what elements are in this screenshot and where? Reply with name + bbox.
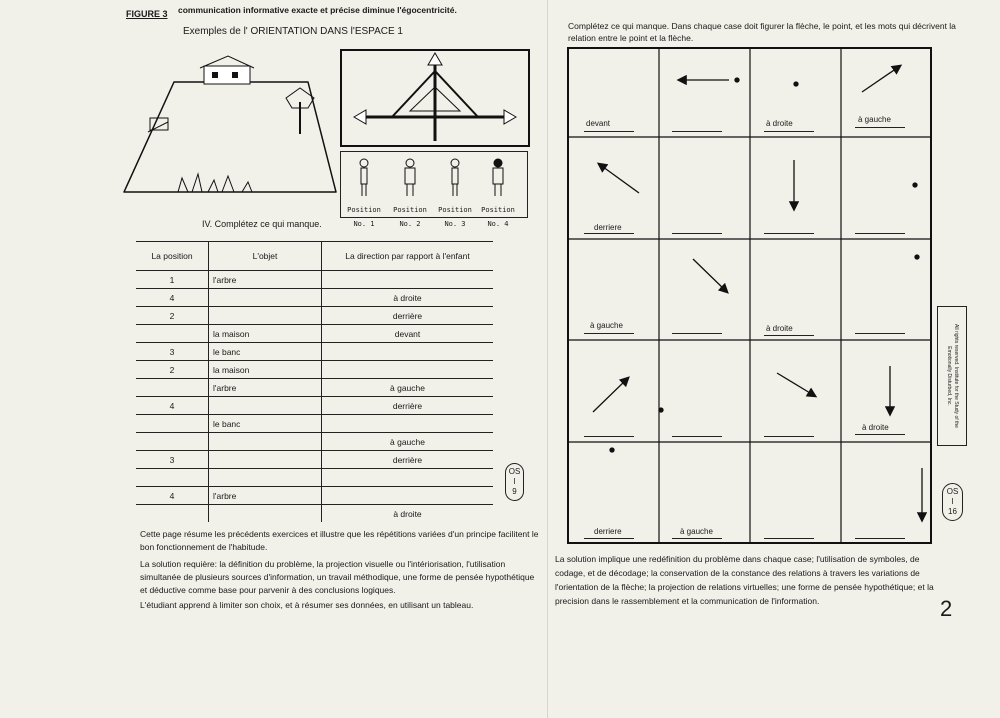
table-cell bbox=[136, 415, 209, 433]
paragraph-3: L'étudiant apprend à limiter son choix, et à résumer ses données, en utilisant un tableau. bbox=[140, 600, 474, 610]
code-text: OS bbox=[946, 487, 959, 496]
answer-line bbox=[584, 333, 634, 334]
table-cell bbox=[322, 487, 494, 505]
answer-line bbox=[764, 538, 814, 539]
answer-line bbox=[584, 538, 634, 539]
code-badge-left bbox=[505, 463, 524, 501]
answer-line bbox=[584, 436, 634, 437]
table-row bbox=[136, 433, 493, 451]
table-row bbox=[136, 289, 493, 307]
figure-label: FIGURE 3 bbox=[126, 9, 168, 19]
right-paragraph: La solution implique une redéfinition du problème dans chaque case; l'utilisation de symboles, de codage, et de décodage; la conservation de la constance des relations à travers les variations de l'orientation de la flèche; la projection de relations virtuelles; une forme de pensée hypothétique; et la precision dans le rassemblement et la communication de l'information. bbox=[555, 554, 934, 606]
table-cell: 4 bbox=[136, 397, 209, 415]
bench-icon bbox=[148, 118, 168, 132]
tree-icon bbox=[286, 88, 314, 134]
table-cell: 4 bbox=[136, 289, 209, 307]
grid-label: devant bbox=[586, 119, 611, 128]
left-instruction: IV. Complétez ce qui manque. bbox=[202, 219, 322, 229]
table-cell: le banc bbox=[209, 415, 322, 433]
copyright-text: All rights reserved. Institute for the Study of the Emotionally Disturbed, Inc. bbox=[946, 324, 959, 428]
table-cell: l'arbre bbox=[209, 271, 322, 289]
table-cell bbox=[209, 451, 322, 469]
position-figure-1 bbox=[342, 158, 386, 231]
answer-line bbox=[672, 436, 722, 437]
table-cell bbox=[136, 505, 209, 523]
answer-line bbox=[855, 333, 905, 334]
table-cell: à droite bbox=[322, 289, 494, 307]
right-instruction: Complétez ce qui manque. Dans chaque case doit figurer la flèche, le point, et les mots qui décrivent la relation entre le point et la flèche. bbox=[568, 21, 956, 43]
answer-line bbox=[764, 131, 814, 132]
table-cell bbox=[322, 469, 494, 487]
col-header: La position bbox=[136, 242, 209, 271]
position-number: No. 3 bbox=[444, 220, 466, 228]
table-cell bbox=[136, 469, 209, 487]
table-cell bbox=[322, 343, 494, 361]
table-cell: derrière bbox=[322, 397, 494, 415]
paragraph-2: La solution requière: la définition du problème, la projection visuelle ou l'intériorisation, l'utilisation simultanée de plusieurs sources d'information, un travail méthodique, une forme de pensée hypothétique et déductive comme base pour parvenir à des conclusions logiques. bbox=[140, 559, 535, 595]
grid-label: à droite bbox=[862, 423, 889, 432]
arrow-diagram-box bbox=[340, 49, 530, 147]
table-row bbox=[136, 271, 493, 289]
col-header: L'objet bbox=[209, 242, 322, 271]
grid-label: derriere bbox=[594, 527, 622, 536]
table-cell: derrière bbox=[322, 451, 494, 469]
table-cell bbox=[322, 361, 494, 379]
table-row bbox=[136, 505, 493, 523]
cross-arrows-icon bbox=[342, 51, 528, 145]
answer-line bbox=[764, 335, 814, 336]
position-figure-3 bbox=[433, 158, 477, 231]
table-cell: 2 bbox=[136, 307, 209, 325]
position-number: No. 4 bbox=[487, 220, 509, 228]
answer-line bbox=[764, 233, 814, 234]
table-row bbox=[136, 361, 493, 379]
grid-label: à droite bbox=[766, 324, 793, 333]
answer-line bbox=[672, 538, 722, 539]
answer-line bbox=[584, 131, 634, 132]
landscape-illustration bbox=[118, 52, 338, 212]
position-figure-2 bbox=[388, 158, 432, 231]
paragraph-1: Cette page résume les précédents exercices et illustre que les répétitions variées d'un principe facilitent le bon fonctionnement de l'habitude. bbox=[140, 529, 539, 552]
table-cell: l'arbre bbox=[209, 379, 322, 397]
answer-line bbox=[672, 333, 722, 334]
table-cell: 1 bbox=[136, 271, 209, 289]
table-cell bbox=[136, 325, 209, 343]
code-text: OS bbox=[508, 467, 521, 476]
table-cell: l'arbre bbox=[209, 487, 322, 505]
page-fold bbox=[547, 0, 548, 718]
table-cell bbox=[322, 415, 494, 433]
table-cell: à gauche bbox=[322, 379, 494, 397]
grid-label: à gauche bbox=[590, 321, 623, 330]
grid-label: à gauche bbox=[858, 115, 891, 124]
table-cell bbox=[209, 433, 322, 451]
grid-label: derriere bbox=[594, 223, 622, 232]
page-title: Exemples de l' ORIENTATION DANS l'ESPACE 1 bbox=[183, 26, 403, 37]
answer-line bbox=[584, 233, 634, 234]
table-row bbox=[136, 379, 493, 397]
code-text: I bbox=[513, 477, 516, 486]
answer-line bbox=[672, 233, 722, 234]
table-cell: 3 bbox=[136, 343, 209, 361]
table-cell: la maison bbox=[209, 325, 322, 343]
table-cell: derrière bbox=[322, 307, 494, 325]
code-badge-right bbox=[942, 483, 963, 521]
copyright-stamp bbox=[937, 306, 967, 446]
table-cell: 4 bbox=[136, 487, 209, 505]
table-row bbox=[136, 415, 493, 433]
position-label: Position bbox=[393, 206, 427, 214]
table-cell bbox=[136, 433, 209, 451]
table-row bbox=[136, 325, 493, 343]
table-cell: à gauche bbox=[322, 433, 494, 451]
grid-label: à droite bbox=[766, 119, 793, 128]
col-header: La direction par rapport à l'enfant bbox=[322, 242, 494, 271]
position-number: No. 2 bbox=[399, 220, 421, 228]
table-cell bbox=[209, 505, 322, 523]
table-cell bbox=[209, 397, 322, 415]
answer-line bbox=[855, 127, 905, 128]
position-label: Position bbox=[347, 206, 381, 214]
table-cell bbox=[209, 469, 322, 487]
table-cell: le banc bbox=[209, 343, 322, 361]
table-cell bbox=[209, 289, 322, 307]
table-row bbox=[136, 451, 493, 469]
position-label: Position bbox=[481, 206, 515, 214]
code-text: 16 bbox=[948, 507, 957, 516]
house-icon bbox=[200, 56, 254, 84]
table-cell: 2 bbox=[136, 361, 209, 379]
grid-arrows bbox=[593, 66, 922, 520]
position-label: Position bbox=[438, 206, 472, 214]
position-number: No. 1 bbox=[353, 220, 375, 228]
code-text: 9 bbox=[512, 487, 517, 496]
table-row bbox=[136, 469, 493, 487]
table-cell: 3 bbox=[136, 451, 209, 469]
answer-line bbox=[855, 538, 905, 539]
header-text: communication informative exacte et précise diminue l'égocentricité. bbox=[178, 5, 457, 15]
answer-line bbox=[855, 233, 905, 234]
table-cell bbox=[136, 379, 209, 397]
position-figure-4 bbox=[476, 158, 520, 231]
table-row bbox=[136, 487, 493, 505]
table-cell: à droite bbox=[322, 505, 494, 523]
answer-line bbox=[855, 434, 905, 435]
table-row bbox=[136, 307, 493, 325]
table-cell: devant bbox=[322, 325, 494, 343]
table-row bbox=[136, 343, 493, 361]
answer-line bbox=[672, 131, 722, 132]
table-cell bbox=[322, 271, 494, 289]
code-text: I bbox=[951, 497, 954, 506]
positions-table bbox=[136, 241, 493, 522]
grid-label: à gauche bbox=[680, 527, 713, 536]
table-cell bbox=[209, 307, 322, 325]
table-cell: la maison bbox=[209, 361, 322, 379]
page-number: 2 bbox=[940, 596, 953, 621]
table-row bbox=[136, 397, 493, 415]
bushes-icon bbox=[178, 174, 252, 192]
answer-line bbox=[764, 436, 814, 437]
